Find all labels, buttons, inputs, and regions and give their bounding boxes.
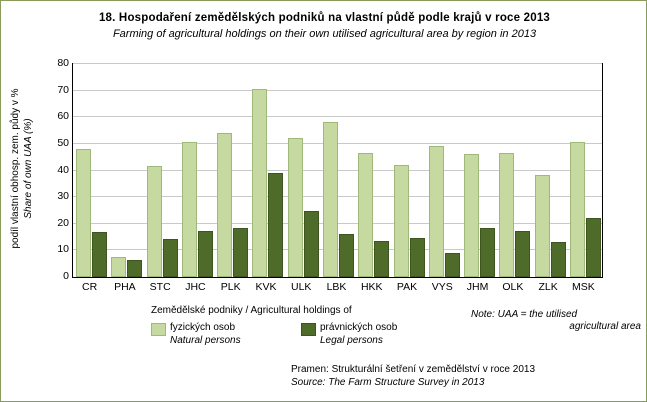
y-axis-tick-labels: [41, 57, 69, 282]
bar-group: [73, 64, 108, 277]
chart-title-en: Farming of agricultural holdings on their own utilised agricultural area by region in 2013: [112, 28, 537, 40]
bar-group: [179, 64, 214, 277]
bar-natural-persons: [217, 133, 232, 277]
legend-label-legal-cs: právnických osob: [320, 322, 398, 333]
bar-group: [144, 64, 179, 277]
bar-legal-persons: [198, 231, 213, 277]
x-tick-label: STC: [149, 281, 171, 293]
legend-label-natural-cs: fyzických osob: [170, 322, 236, 333]
bar-legal-persons: [163, 239, 178, 277]
x-tick-label: LBK: [326, 281, 347, 293]
bar-legal-persons: [304, 211, 319, 277]
bar-natural-persons: [182, 142, 197, 277]
bar-natural-persons: [464, 154, 479, 277]
chart-title-block: [1, 11, 647, 42]
x-tick-label: JHC: [185, 281, 206, 293]
y-tick-label: 0: [63, 270, 69, 282]
bar-natural-persons: [570, 142, 585, 277]
x-tick-label: HKK: [360, 281, 383, 293]
bar-group: [461, 64, 496, 277]
x-tick-label: KVK: [255, 281, 277, 293]
bar-legal-persons: [339, 234, 354, 277]
bar-legal-persons: [268, 173, 283, 277]
plot-area: [72, 63, 603, 278]
bar-natural-persons: [358, 153, 373, 277]
y-axis-title-cs: podíl vlastní obhosp. zem. půdy v %: [10, 88, 21, 249]
legend-items: [151, 322, 471, 348]
y-tick-label: 40: [57, 163, 69, 176]
y-axis-title: [9, 61, 35, 276]
bar-legal-persons: [551, 242, 566, 277]
bar-group: [390, 64, 425, 277]
chart-title-cs: 18. Hospodaření zemědělských podniků na vlastní půdě podle krajů v roce 2013: [98, 12, 551, 24]
bar-natural-persons: [394, 165, 409, 277]
bar-group: [249, 64, 284, 277]
source-en: Source: The Farm Structure Survey in 2013: [291, 377, 485, 388]
source-cs: Pramen: Strukturální šetření v zemědělství v roce 2013: [291, 364, 535, 375]
bar-legal-persons: [515, 231, 530, 277]
x-tick-label: MSK: [571, 281, 595, 293]
bar-natural-persons: [499, 153, 514, 277]
chart-source: [291, 363, 641, 389]
bar-legal-persons: [92, 232, 107, 277]
bar-natural-persons: [147, 166, 162, 277]
bar-group: [108, 64, 143, 277]
note-line-1: Note: UAA = the utilised: [471, 309, 578, 320]
bar-group: [496, 64, 531, 277]
x-tick-label: PAK: [396, 281, 418, 293]
legend-swatch-legal-icon: [301, 323, 316, 336]
y-tick-label: 20: [57, 216, 69, 229]
y-tick-label: 80: [57, 57, 69, 69]
bar-natural-persons: [288, 138, 303, 277]
bar-legal-persons: [233, 228, 248, 277]
chart-note: [471, 309, 641, 333]
bar-group: [214, 64, 249, 277]
bar-legal-persons: [127, 260, 142, 277]
y-tick-label: 70: [57, 83, 69, 96]
bar-group: [531, 64, 566, 277]
note-line-2: agricultural area: [569, 321, 641, 332]
bar-legal-persons: [480, 228, 495, 277]
x-tick-label: CR: [82, 281, 98, 293]
bar-natural-persons: [111, 257, 126, 277]
bar-group: [567, 64, 602, 277]
bar-natural-persons: [323, 122, 338, 277]
y-axis-title-en: Share of own UAA (%): [23, 118, 34, 219]
bar-natural-persons: [252, 89, 267, 277]
x-tick-label: ULK: [291, 281, 312, 293]
y-tick-label: 10: [57, 243, 69, 256]
bar-natural-persons: [429, 146, 444, 277]
x-tick-label: VYS: [431, 281, 453, 293]
legend-swatch-natural-icon: [151, 323, 166, 336]
x-tick-label: JHM: [466, 281, 489, 293]
legend-label-legal-en: Legal persons: [320, 335, 383, 346]
bar-natural-persons: [535, 175, 550, 277]
y-tick-label: 30: [57, 190, 69, 203]
legend-heading: Zemědělské podniky / Agricultural holdings of: [151, 305, 352, 316]
x-tick-label: ZLK: [538, 281, 558, 293]
bar-group: [320, 64, 355, 277]
bar-group: [426, 64, 461, 277]
x-tick-label: PHA: [114, 281, 136, 293]
bar-legal-persons: [374, 241, 389, 277]
bar-legal-persons: [586, 218, 601, 277]
bar-legal-persons: [445, 253, 460, 277]
x-tick-label: PLK: [220, 281, 241, 293]
y-tick-label: 50: [57, 136, 69, 149]
chart-legend: [151, 304, 471, 348]
bar-group: [355, 64, 390, 277]
bar-legal-persons: [410, 238, 425, 277]
x-tick-label: OLK: [502, 281, 524, 293]
bar-group: [285, 64, 320, 277]
bar-natural-persons: [76, 149, 91, 277]
legend-label-natural-en: Natural persons: [170, 335, 241, 346]
y-tick-label: 60: [57, 110, 69, 123]
